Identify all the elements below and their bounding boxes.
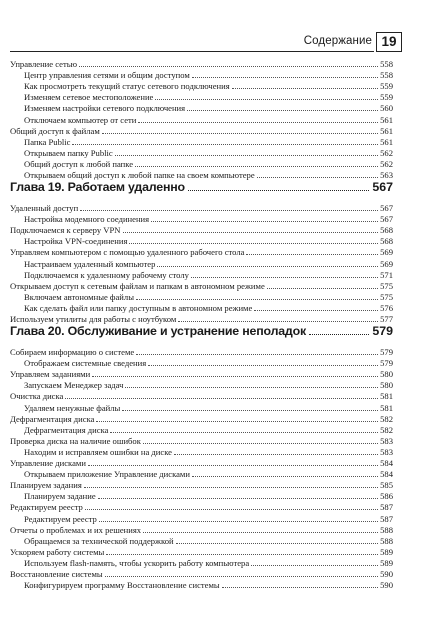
toc-leader bbox=[65, 398, 378, 399]
toc-entry-page: 590 bbox=[380, 569, 393, 579]
toc-entry-title: Управляем заданиями bbox=[10, 369, 91, 380]
toc-entry-page: 590 bbox=[380, 580, 393, 591]
toc-subentry[interactable] bbox=[24, 269, 393, 280]
toc-leader bbox=[99, 521, 378, 522]
toc-entry-page: 589 bbox=[380, 546, 393, 557]
toc-entry-title: Управление дисками bbox=[10, 458, 86, 468]
toc-entry-title: Открываем общий доступ к любой папке на своем компьютере bbox=[24, 170, 255, 180]
toc-leader bbox=[136, 354, 378, 355]
toc-entry-title: Планируем задание bbox=[24, 491, 96, 502]
toc-subentry[interactable] bbox=[24, 80, 393, 91]
toc-entry-page: 577 bbox=[380, 314, 393, 324]
toc-entry-title: Конфигурируем программу Восстановление системы bbox=[24, 580, 220, 591]
toc-entry-title: Отчеты о проблемах и их решениях bbox=[10, 524, 142, 535]
page-number: 19 bbox=[376, 32, 402, 52]
toc-entry-page: 560 bbox=[380, 103, 393, 114]
toc-leader bbox=[157, 266, 378, 267]
toc-entry-page: 562 bbox=[380, 158, 393, 169]
toc-subentry[interactable] bbox=[24, 468, 393, 479]
toc-entry-page: 583 bbox=[380, 435, 393, 446]
toc-entry-title: Изменяем сетевое местоположение bbox=[24, 92, 154, 103]
toc-entry[interactable] bbox=[10, 457, 393, 468]
toc-entry-title: Настройка модемного соединения bbox=[24, 214, 150, 225]
toc-leader bbox=[251, 565, 378, 566]
toc-entry-title: Обращаемся за технической поддержкой bbox=[24, 535, 174, 546]
toc-entry[interactable] bbox=[10, 346, 393, 357]
toc-leader bbox=[192, 77, 378, 78]
toc-entry-page: 559 bbox=[380, 92, 393, 103]
toc-entry-title: Ускоряем работу системы bbox=[10, 546, 105, 557]
toc-entry-page: 584 bbox=[380, 469, 393, 480]
toc-leader bbox=[155, 99, 378, 100]
toc-entry-title: Изменяем настройки сетевого подключения bbox=[24, 103, 186, 114]
toc-subentry[interactable] bbox=[24, 158, 393, 169]
toc-entry[interactable] bbox=[10, 224, 393, 235]
toc-entry-page: 579 bbox=[380, 347, 393, 357]
toc-entry-page: 569 bbox=[380, 247, 393, 258]
toc-subentry[interactable] bbox=[24, 424, 393, 435]
toc-entry-page: 576 bbox=[380, 302, 393, 313]
toc-leader bbox=[125, 387, 378, 388]
toc-entry-title: Удаленный доступ bbox=[10, 203, 79, 213]
toc-entry-page: 559 bbox=[380, 81, 393, 92]
toc-entry-title: Отключаем компьютер от сети bbox=[24, 114, 137, 125]
toc-subentry[interactable] bbox=[24, 446, 393, 457]
toc-subentry[interactable] bbox=[24, 302, 393, 313]
toc-entry-page: 588 bbox=[380, 524, 393, 535]
toc-entry-page: 582 bbox=[380, 424, 393, 435]
toc-subentry[interactable] bbox=[24, 91, 393, 102]
toc-subentry[interactable] bbox=[24, 579, 393, 590]
toc-entry-title: Папка Public bbox=[24, 136, 71, 147]
header-rule bbox=[10, 51, 374, 52]
toc-entry-title: Восстановление системы bbox=[10, 569, 103, 579]
toc-entry-page: 580 bbox=[380, 369, 393, 380]
toc-entry-title: Находим и исправляем ошибки на диске bbox=[24, 446, 172, 457]
toc-entry-title: Дефрагментация диска bbox=[24, 424, 109, 435]
toc-entry-title: Очистка диска bbox=[10, 391, 64, 402]
toc-entry-page: 579 bbox=[380, 358, 393, 369]
toc-subentry[interactable] bbox=[24, 102, 393, 113]
toc-chapter-title: Глава 20. Обслуживание и устранение неполадок bbox=[10, 324, 306, 338]
toc-entry-page: 567 bbox=[380, 203, 393, 213]
toc-entry[interactable] bbox=[10, 125, 393, 136]
toc-entry-title: Используем flash-память, чтобы ускорить работу компьютера bbox=[24, 557, 250, 568]
toc-leader bbox=[191, 277, 378, 278]
toc-chapter[interactable] bbox=[10, 322, 393, 338]
toc-subentry[interactable] bbox=[24, 357, 393, 368]
toc-entry-page: 584 bbox=[380, 458, 393, 468]
toc-entry-title: Управление сетью bbox=[10, 59, 78, 69]
toc-leader bbox=[222, 587, 378, 588]
toc-entry-title: Общий доступ к файлам bbox=[10, 125, 100, 136]
toc-leader bbox=[148, 365, 378, 366]
toc-entry-page: 562 bbox=[380, 147, 393, 158]
toc-subentry[interactable] bbox=[24, 258, 393, 269]
toc-entry-title: Проверка диска на наличие ошибок bbox=[10, 435, 141, 446]
toc-leader bbox=[96, 421, 378, 422]
toc-leader bbox=[123, 232, 379, 233]
toc-leader bbox=[115, 155, 378, 156]
toc-entry-title: Настраиваем удаленный компьютер bbox=[24, 258, 156, 269]
toc-entry-page: 581 bbox=[380, 391, 393, 402]
toc-entry-title: Общий доступ к любой папке bbox=[24, 158, 134, 169]
toc-leader bbox=[187, 110, 378, 111]
toc-entry[interactable] bbox=[10, 501, 393, 512]
toc-entry-page: 589 bbox=[380, 557, 393, 568]
toc-leader bbox=[88, 465, 378, 466]
toc-entry-title: Редактируем реестр bbox=[10, 502, 83, 513]
toc-entry-page: 567 bbox=[380, 214, 393, 225]
toc-leader bbox=[129, 243, 378, 244]
toc-leader bbox=[246, 254, 378, 255]
toc-entry-title: Как просмотреть текущий статус сетевого подключения bbox=[24, 81, 230, 92]
toc-subentry[interactable] bbox=[24, 535, 393, 546]
toc-leader bbox=[151, 221, 378, 222]
toc-leader bbox=[98, 498, 378, 499]
toc-entry-page: 575 bbox=[380, 280, 393, 291]
toc-leader bbox=[138, 122, 378, 123]
toc-chapter-page: 567 bbox=[372, 180, 393, 194]
toc-entry[interactable] bbox=[10, 390, 393, 401]
toc-leader bbox=[309, 334, 369, 335]
toc-entry-title: Открываем приложение Управление дисками bbox=[24, 469, 190, 480]
toc-entry-title: Управляем компьютером с помощью удаленного рабочего стола bbox=[10, 247, 245, 258]
toc-entry-title: Удаляем ненужные файлы bbox=[24, 402, 121, 413]
toc-entry[interactable] bbox=[10, 524, 393, 535]
toc-leader bbox=[135, 166, 378, 167]
toc-entry-page: 558 bbox=[380, 70, 393, 81]
toc-entry-title: Планируем задания bbox=[10, 480, 82, 491]
toc-leader bbox=[254, 310, 378, 311]
toc-leader bbox=[84, 487, 378, 488]
toc-entry-page: 587 bbox=[380, 513, 393, 524]
toc-entry-page: 568 bbox=[380, 225, 393, 236]
toc-entry[interactable] bbox=[10, 479, 393, 490]
toc-leader bbox=[105, 576, 378, 577]
toc-entry-title: Как сделать файл или папку доступным в автономном режиме bbox=[24, 302, 253, 313]
toc-entry-page: 558 bbox=[380, 59, 393, 69]
toc-entry-title: Дефрагментация диска bbox=[10, 413, 95, 424]
toc-leader bbox=[122, 410, 378, 411]
toc-chapter[interactable] bbox=[10, 178, 393, 194]
toc-leader bbox=[102, 133, 378, 134]
toc-entry-page: 586 bbox=[380, 491, 393, 502]
toc-subentry[interactable] bbox=[24, 235, 393, 246]
toc-entry-page: 583 bbox=[380, 446, 393, 457]
page-header bbox=[0, 32, 431, 52]
toc-subentry[interactable] bbox=[24, 557, 393, 568]
toc-entry[interactable] bbox=[10, 568, 393, 579]
toc-subentry[interactable] bbox=[24, 402, 393, 413]
toc-entry[interactable] bbox=[10, 413, 393, 424]
toc-leader bbox=[176, 543, 378, 544]
toc-entry[interactable] bbox=[10, 435, 393, 446]
toc-entry-title: Запускаем Менеджер задач bbox=[24, 380, 124, 391]
toc-leader bbox=[79, 66, 378, 67]
toc-entry-title: Открываем доступ к сетевым файлам и папкам в автономном режиме bbox=[10, 280, 265, 291]
toc-entry-page: 580 bbox=[380, 380, 393, 391]
toc-entry[interactable] bbox=[10, 368, 393, 379]
toc-entry[interactable] bbox=[10, 246, 393, 257]
toc-entry-title: Отображаем системные сведения bbox=[24, 358, 147, 369]
toc-entry-title: Настройка VPN-соединения bbox=[24, 236, 128, 247]
toc-entry-page: 561 bbox=[380, 136, 393, 147]
toc-entry-page: 582 bbox=[380, 413, 393, 424]
toc-entry-page: 568 bbox=[380, 236, 393, 247]
toc-entry-title: Подключаемся к удаленному рабочему столу bbox=[24, 269, 189, 280]
toc-subentry[interactable] bbox=[24, 213, 393, 224]
toc-entry-title: Включаем автономные файлы bbox=[24, 291, 134, 302]
running-title: Содержание bbox=[303, 35, 372, 47]
toc-subentry[interactable] bbox=[24, 291, 393, 302]
toc-leader bbox=[188, 190, 369, 191]
toc-entry-title: Используем утилиты для работы с ноутбуком bbox=[10, 314, 177, 324]
toc-leader bbox=[267, 288, 378, 289]
toc-leader bbox=[85, 509, 378, 510]
toc-leader bbox=[143, 532, 378, 533]
toc-entry[interactable] bbox=[10, 58, 393, 69]
toc-entry-page: 561 bbox=[380, 114, 393, 125]
toc-entry[interactable] bbox=[10, 546, 393, 557]
toc-entry-page: 569 bbox=[380, 258, 393, 269]
toc-entry-title: Открываем папку Public bbox=[24, 147, 113, 158]
toc-entry-title: Центр управления сетями и общим доступом bbox=[24, 70, 190, 81]
toc-entry-page: 575 bbox=[380, 291, 393, 302]
toc-entry-page: 571 bbox=[380, 269, 393, 280]
toc-leader bbox=[143, 443, 378, 444]
toc-subentry[interactable] bbox=[24, 379, 393, 390]
toc-subentry[interactable] bbox=[24, 490, 393, 501]
toc-leader bbox=[106, 554, 378, 555]
toc-entry-page: 585 bbox=[380, 480, 393, 491]
toc-entry-page: 587 bbox=[380, 502, 393, 513]
toc-entry-page: 561 bbox=[380, 125, 393, 136]
toc-subentry[interactable] bbox=[24, 136, 393, 147]
toc-leader bbox=[232, 88, 378, 89]
toc-leader bbox=[80, 210, 378, 211]
toc-chapter-title: Глава 19. Работаем удаленно bbox=[10, 180, 185, 194]
toc-entry-page: 588 bbox=[380, 535, 393, 546]
toc-entry-title: Подключаемся к серверу VPN bbox=[10, 225, 121, 236]
toc-subentry[interactable] bbox=[24, 69, 393, 80]
toc-entry[interactable] bbox=[10, 202, 393, 213]
toc-leader bbox=[192, 476, 378, 477]
toc-leader bbox=[72, 144, 378, 145]
toc-leader bbox=[92, 376, 378, 377]
toc-subentry[interactable] bbox=[24, 513, 393, 524]
toc-subentry[interactable] bbox=[24, 147, 393, 158]
toc-entry-page: 581 bbox=[380, 402, 393, 413]
toc-leader bbox=[136, 299, 378, 300]
toc-leader bbox=[174, 454, 378, 455]
toc-entry-page: 563 bbox=[380, 170, 393, 180]
toc-chapter-page: 579 bbox=[372, 324, 393, 338]
toc-entry[interactable] bbox=[10, 280, 393, 291]
toc-entry-title: Собираем информацию о системе bbox=[10, 347, 135, 357]
toc-entry-title: Редактируем реестр bbox=[24, 513, 97, 524]
toc-subentry[interactable] bbox=[24, 114, 393, 125]
toc-leader bbox=[110, 432, 378, 433]
